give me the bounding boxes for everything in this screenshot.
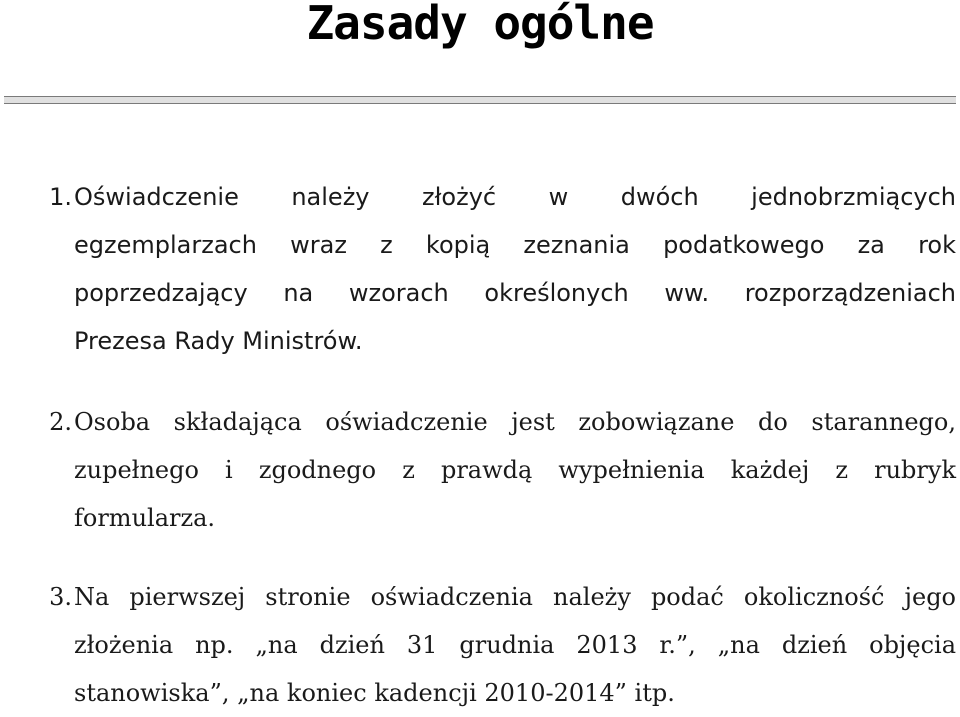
list-item-3 [32,573,956,717]
page-title: Zasady ogólne [306,0,654,50]
list-item-2 [32,398,956,542]
list-item-line: stanowiska”, „na koniec kadencji 2010-2014” itp. [74,679,675,707]
list-item-1 [32,173,956,365]
list-item-line: poprzedzający na wzorach określonych ww. rozporządzeniach [74,279,956,307]
list-item-line: Na pierwszej stronie oświadczenia należy podać okoliczność jego [74,583,956,611]
list-item-line: Oświadczenie należy złożyć w dwóch jednobrzmiących [74,183,956,211]
list-item-line: Prezesa Rady Ministrów. [74,327,363,355]
list-item-line: Osoba składająca oświadczenie jest zobowiązane do starannego, [74,408,956,436]
list-item-line: zupełnego i zgodnego z prawdą wypełnienia każdej z rubryk [74,456,956,484]
list-item-line: egzemplarzach wraz z kopią zeznania podatkowego za rok [74,231,956,259]
list-item-number: 1. [49,183,72,211]
title-divider [4,96,956,104]
list-item-line: złożenia np. „na dzień 31 grudnia 2013 r.”, „na dzień objęcia [74,631,956,659]
list-item-number: 2. [49,408,72,436]
list-item-line: formularza. [74,504,216,532]
list-item-number: 3. [49,583,72,611]
